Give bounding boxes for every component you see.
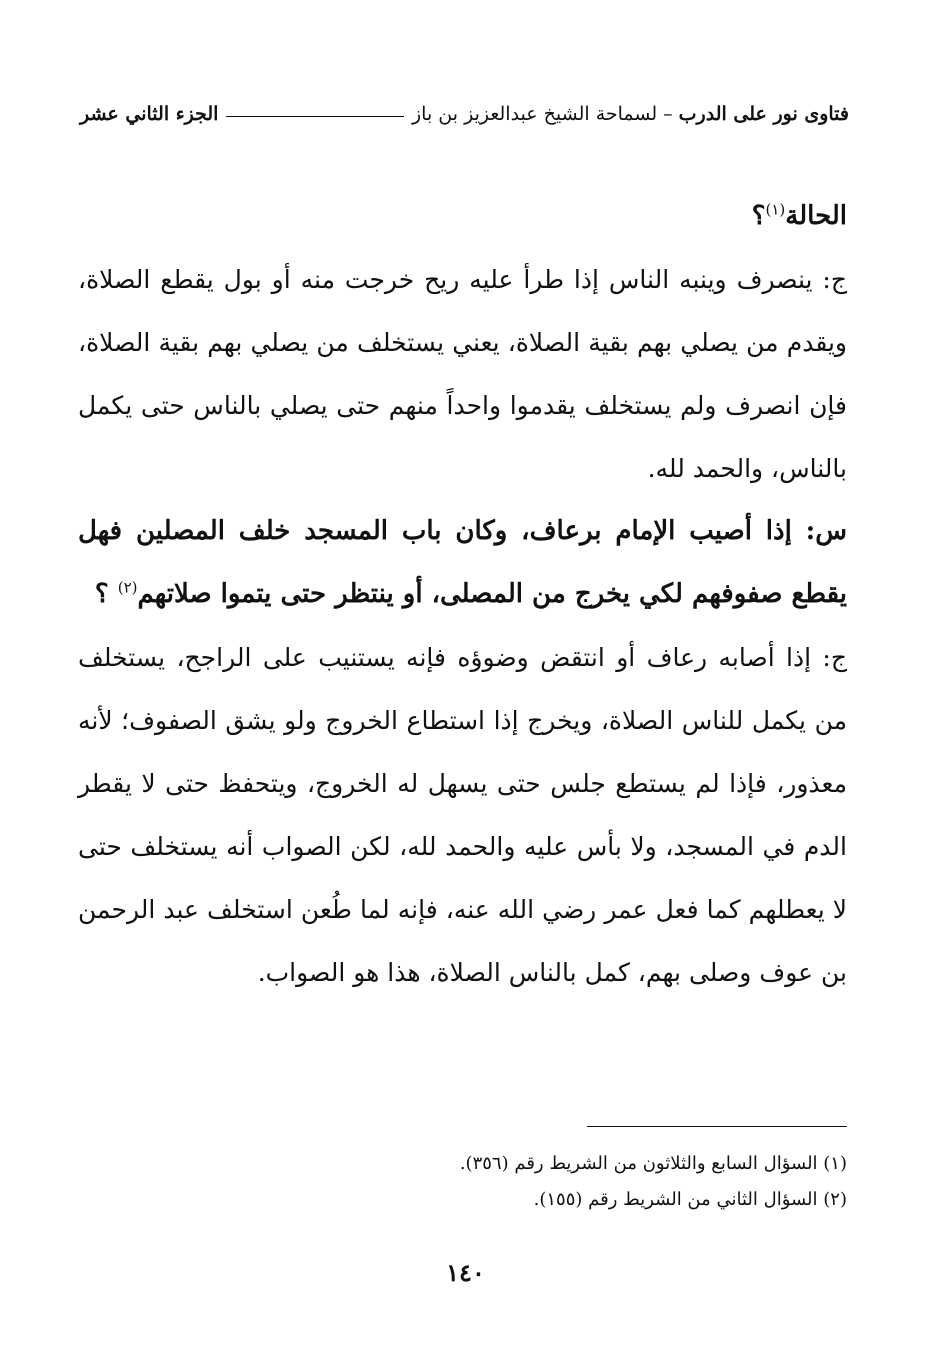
page-body xyxy=(78,185,847,1004)
continuation-text: الحالة xyxy=(785,201,847,231)
footnote-mark-2: (٢) xyxy=(117,578,138,597)
footnote-separator xyxy=(587,1126,847,1127)
running-header-title-group xyxy=(412,103,849,125)
footnote-1: (١) السؤال السابع والثلاثون من الشريط رقم (٣٥٦). xyxy=(459,1153,847,1174)
answer-paragraph-2: ج: إذا أصابه رعاف أو انتقض وضوؤه فإنه يستنيب على الراجح، يستخلف من يكمل للناس الصلاة، ويخرج إذا استطاع الخروج ولو يشق الصفوف؛ لأنه معذور، فإذا لم يستطع جلس حتى يسهل له الخروج، ويتحفظ حتى لا يقطر الدم في المسجد، ولا بأس عليه والحمد لله، لكن الصواب أنه يستخلف حتى لا يعطلهم كما فعل عمر رضي الله عنه، فإنه لما طُعن استخلف عبد الرحمن بن عوف وصلى بهم، كمل بالناس الصلاة، هذا هو الصواب. xyxy=(78,643,847,987)
series-title: فتاوى نور على الدرب xyxy=(678,103,849,125)
question-2-text: س: إذا أصيب الإمام برعاف، وكان باب المسجد خلف المصلين فهل يقطع صفوفهم لكي يخرج من المصلى، أو ينتظر حتى يتموا صلاتهم xyxy=(78,516,847,609)
footnote-2: (٢) السؤال الثاني من الشريط رقم (١٥٥). xyxy=(533,1189,847,1210)
question-continuation xyxy=(78,185,847,248)
page-number: ١٤٠ xyxy=(446,1258,485,1287)
footnotes xyxy=(80,1146,847,1218)
author-line: لسماحة الشيخ عبدالعزيز بن باز xyxy=(412,103,658,125)
volume-part: الجزء الثاني عشر xyxy=(80,103,219,125)
answer-paragraph-1: ج: ينصرف وينبه الناس إذا طرأ عليه ريح خرجت منه أو بول يقطع الصلاة، ويقدم من يصلي بهم بقية الصلاة، يعني يستخلف من يصلي بهم بقية الصلاة، فإن انصرف ولم يستخلف يقدموا واحداً منهم حتى يصلي بالناس حتى يكمل بالناس، والحمد لله. xyxy=(78,265,847,483)
footnote-mark-1: (١) xyxy=(765,200,786,219)
question-paragraph-2 xyxy=(78,500,847,626)
continuation-question-mark: ؟ xyxy=(751,201,766,231)
header-dash: – xyxy=(663,103,673,125)
header-rule xyxy=(226,116,404,117)
running-header xyxy=(80,96,849,132)
question-2-question-mark: ؟ xyxy=(94,579,109,609)
